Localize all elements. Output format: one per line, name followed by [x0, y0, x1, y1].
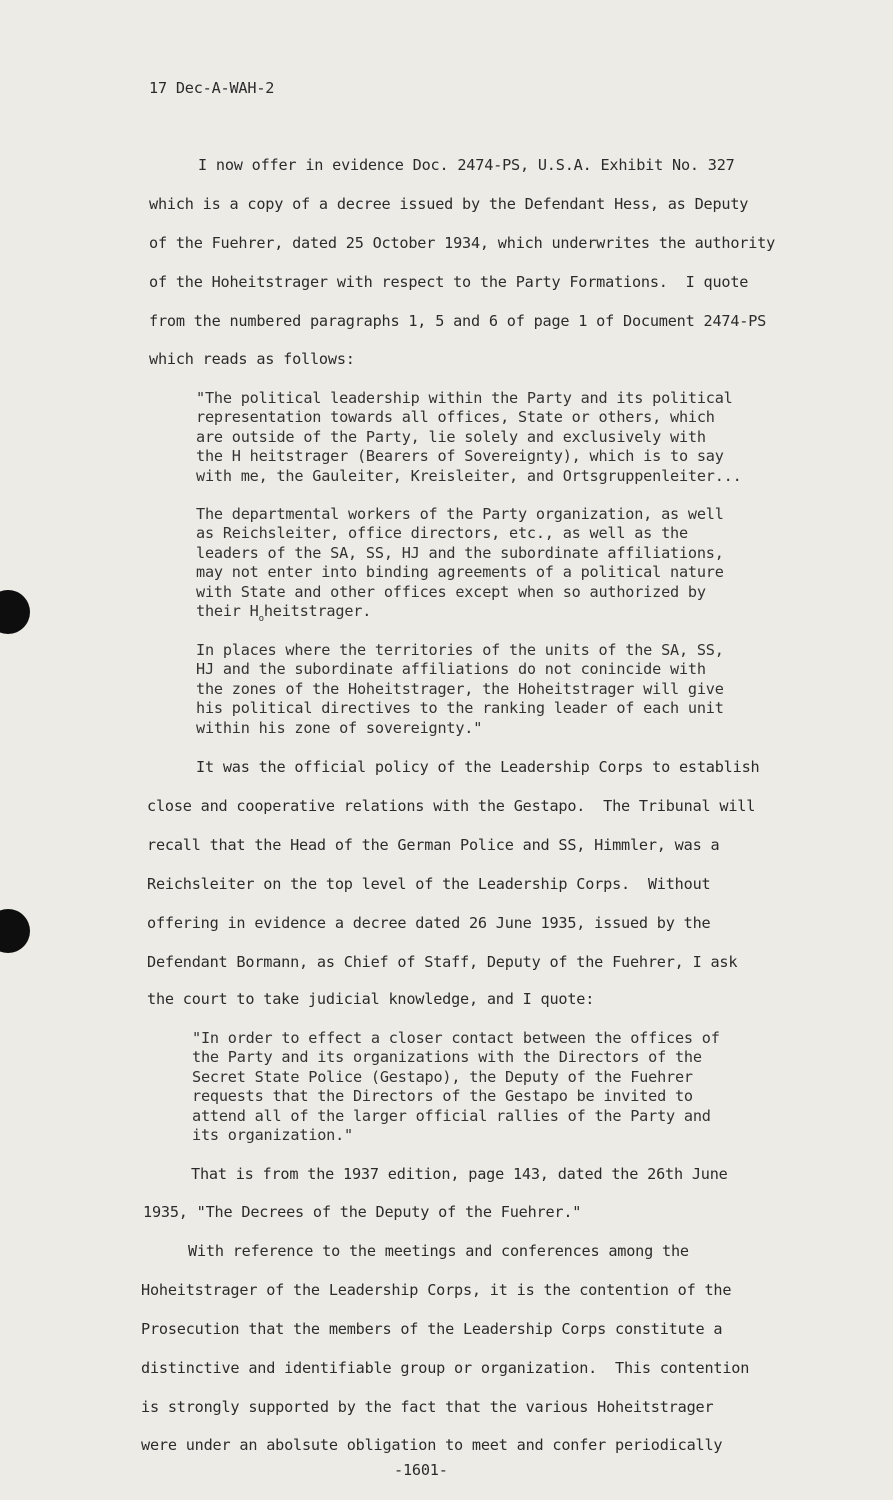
quote-line: The departmental workers of the Party organization, as well [196, 505, 724, 523]
body-line: With reference to the meetings and conferences among the [188, 1242, 689, 1260]
body-line: Hoheitstrager of the Leadership Corps, it is the contention of the [141, 1281, 732, 1299]
quote-fragment: heitstrager. [263, 602, 372, 620]
punch-hole-lower [0, 909, 30, 953]
quote-line: leaders of the SA, SS, HJ and the subordinate affiliations, [196, 544, 724, 562]
body-line: of the Hoheitstrager with respect to the Party Formations. I quote [149, 273, 749, 291]
quote-line: "In order to effect a closer contact between the offices of [192, 1029, 720, 1047]
body-line: distinctive and identifiable group or organization. This contention [141, 1359, 750, 1377]
body-line: close and cooperative relations with the Gestapo. The Tribunal will [147, 797, 756, 815]
body-line: were under an abolsute obligation to meet and confer periodically [141, 1436, 723, 1454]
body-line: That is from the 1937 edition, page 143, dated the 26th June [191, 1165, 728, 1183]
quote-line: with State and other offices except when so authorized by [196, 583, 706, 601]
body-line: of the Fuehrer, dated 25 October 1934, which underwrites the authority [149, 234, 776, 252]
quote-line [196, 602, 371, 629]
body-line: which is a copy of a decree issued by the Defendant Hess, as Deputy [149, 195, 749, 213]
quote-line: may not enter into binding agreements of a political nature [196, 563, 724, 581]
quote-line: requests that the Directors of the Gestapo be invited to [192, 1087, 693, 1105]
body-line: is strongly supported by the fact that the various Hoheitstrager [141, 1398, 714, 1416]
quote-line: the Party and its organizations with the Directors of the [192, 1048, 702, 1066]
quote-fragment: their H [196, 602, 259, 620]
quote-line: In places where the territories of the units of the SA, SS, [196, 641, 724, 659]
body-line: 1935, "The Decrees of the Deputy of the Fuehrer." [143, 1203, 582, 1221]
quote-line: representation towards all offices, State or others, which [196, 408, 715, 426]
quote-line: Secret State Police (Gestapo), the Deputy of the Fuehrer [192, 1068, 693, 1086]
body-line: I now offer in evidence Doc. 2474-PS, U.S.A. Exhibit No. 327 [198, 156, 735, 174]
punch-hole-upper [0, 590, 30, 634]
document-reference: 17 Dec-A-WAH-2 [149, 79, 275, 97]
quote-line: are outside of the Party, lie solely and exclusively with [196, 428, 706, 446]
quote-line: his political directives to the ranking leader of each unit [196, 699, 724, 717]
quote-line: within his zone of sovereignty." [196, 719, 483, 737]
quote-line: HJ and the subordinate affiliations do not conincide with [196, 660, 706, 678]
body-line: Defendant Bormann, as Chief of Staff, Deputy of the Fuehrer, I ask [147, 953, 738, 971]
body-line: Reichsleiter on the top level of the Leadership Corps. Without [147, 875, 711, 893]
quote-line: the zones of the Hoheitstrager, the Hoheitstrager will give [196, 680, 724, 698]
quote-line: the H heitstrager (Bearers of Sovereignty), which is to say [196, 447, 724, 465]
quote-line: with me, the Gauleiter, Kreisleiter, and Ortsgruppenleiter... [196, 467, 742, 485]
quote-subscript: o [258, 614, 264, 624]
body-line: offering in evidence a decree dated 26 June 1935, issued by the [147, 914, 711, 932]
body-line: the court to take judicial knowledge, and I quote: [147, 990, 595, 1008]
body-line: from the numbered paragraphs 1, 5 and 6 of page 1 of Document 2474-PS [149, 312, 767, 330]
body-line: It was the official policy of the Leadership Corps to establish [196, 758, 760, 776]
quote-line: as Reichsleiter, office directors, etc., as well as the [196, 524, 688, 542]
page-number: -1601- [394, 1461, 448, 1479]
quote-line: "The political leadership within the Party and its political [196, 389, 733, 407]
body-line: Prosecution that the members of the Leadership Corps constitute a [141, 1320, 723, 1338]
body-line: recall that the Head of the German Police and SS, Himmler, was a [147, 836, 720, 854]
body-line: which reads as follows: [149, 350, 355, 368]
quote-line: attend all of the larger official rallies of the Party and [192, 1107, 711, 1125]
quote-line: its organization." [192, 1126, 353, 1144]
